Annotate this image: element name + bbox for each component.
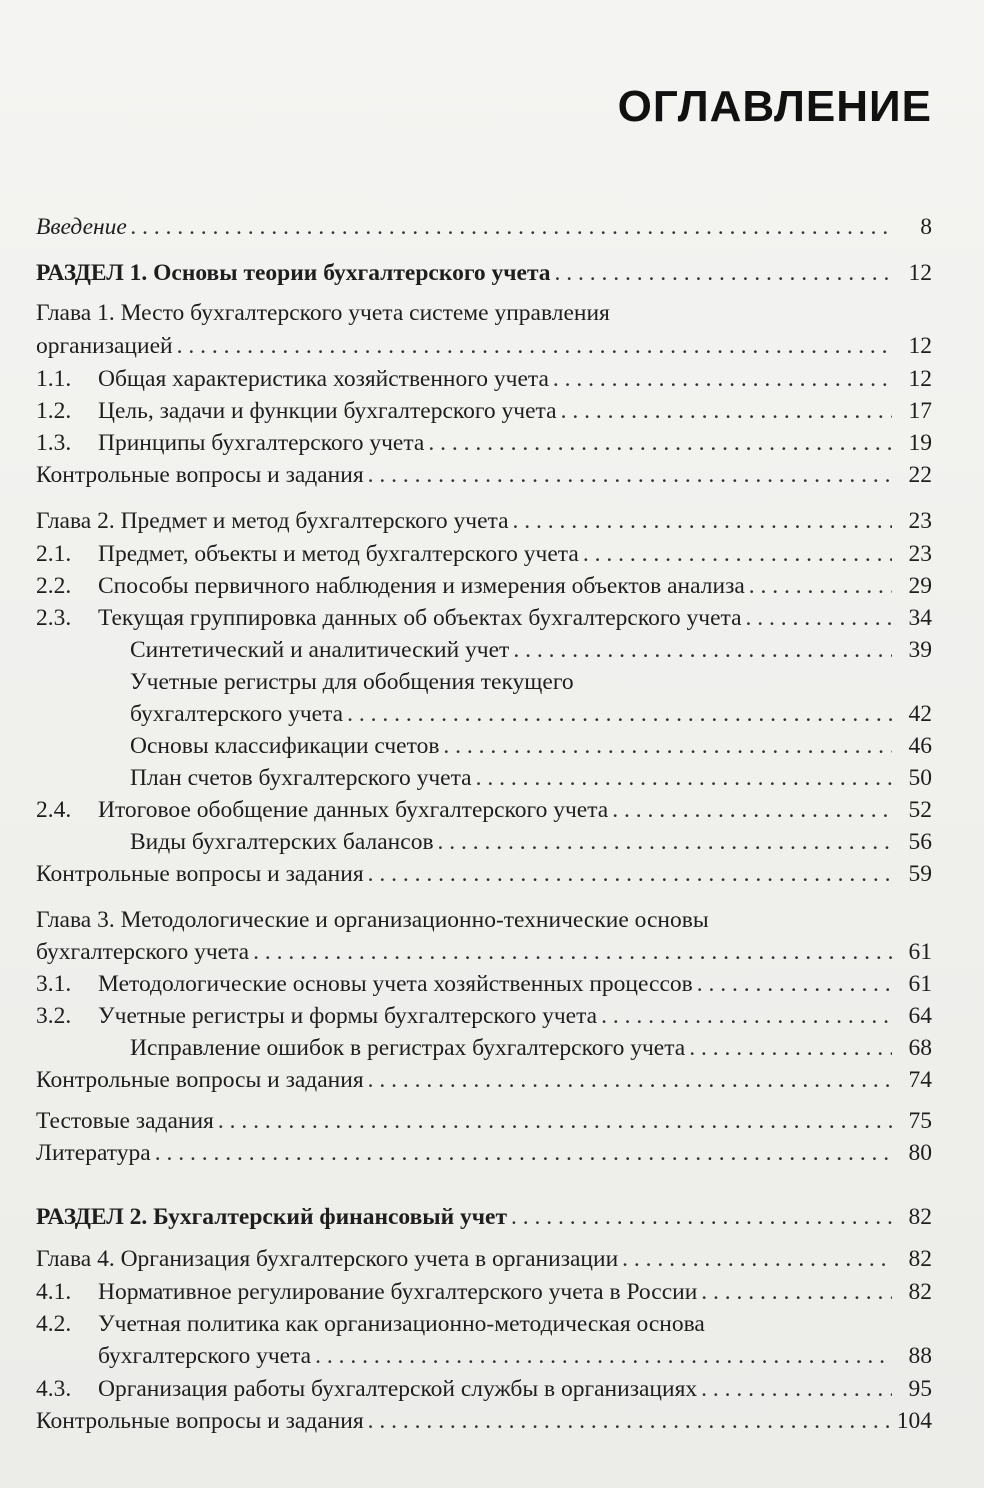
toc-entry-3-1: 3.1. Методологические основы учета хозяйственных процессов . . . 61 [36, 967, 932, 1001]
toc-chapter-1-line1: Глава 1. Место бухгалтерского учета системе управления [36, 300, 610, 326]
toc-entry-2-3: 2.3. Текущая группировка данных об объектах бухгалтерского учета . . . 34 [36, 601, 932, 635]
toc-tests: Тестовые задания . . . 75 [36, 1104, 932, 1138]
toc-questions-2: Контрольные вопросы и задания . . . 59 [36, 857, 932, 891]
toc-subentry-2-3-b: бухгалтерского учета . . . 42 [36, 697, 932, 731]
toc-subentry-2-4-a: Виды бухгалтерских балансов . . . 56 [36, 825, 932, 859]
dot-leader [513, 504, 892, 538]
dot-leader [612, 793, 892, 827]
dot-leader [749, 569, 892, 603]
toc-entry-1-2: 1.2. Цель, задачи и функции бухгалтерского учета . . . 17 [36, 394, 932, 428]
toc-chapter-4: Глава 4. Организация бухгалтерского учета в организации . . . 82 [36, 1242, 932, 1276]
dot-leader [368, 1063, 892, 1097]
dot-leader [561, 394, 892, 428]
toc-entry-1-3: 1.3. Принципы бухгалтерского учета . . . 19 [36, 426, 932, 460]
toc-literature: Литература . . . 80 [36, 1136, 932, 1170]
dot-leader [368, 1404, 892, 1438]
toc-chapter-2: Глава 2. Предмет и метод бухгалтерского учета . . . 23 [36, 504, 932, 538]
dot-leader [368, 458, 892, 492]
dot-leader [746, 601, 893, 635]
dot-leader [555, 256, 892, 290]
toc-chapter-3-line1: Глава 3. Методологические и организационно-технические основы [36, 907, 709, 933]
toc-entry-2-1: 2.1. Предмет, объекты и метод бухгалтерского учета . . . 23 [36, 537, 932, 571]
toc-chapter-3: бухгалтерского учета . . . 61 [36, 935, 932, 969]
toc-entry-4-1: 4.1. Нормативное регулирование бухгалтерского учета в России . . . 82 [36, 1275, 932, 1309]
dot-leader [689, 1031, 892, 1065]
toc-subentry-2-3-c: Основы классификации счетов . . . 46 [36, 729, 932, 763]
dot-leader [583, 537, 892, 571]
toc-subentry-2-3-d: План счетов бухгалтерского учета . . . 50 [36, 761, 932, 795]
toc-entry-1-1: 1.1. Общая характеристика хозяйственного учета . . . 12 [36, 362, 932, 396]
toc-entry-2-4: 2.4. Итоговое обобщение данных бухгалтерского учета . . . 52 [36, 793, 932, 827]
toc-subentry-2-3-b-line1: Учетные регистры для обобщения текущего [130, 669, 574, 695]
toc-questions-1: Контрольные вопросы и задания . . . 22 [36, 458, 932, 492]
dot-leader [511, 1200, 892, 1234]
dot-leader [622, 1242, 892, 1276]
dot-leader [476, 761, 892, 795]
toc-subentry-3-2-a: Исправление ошибок в регистрах бухгалтерского учета . . . 68 [36, 1031, 932, 1065]
dot-leader [513, 633, 892, 667]
dot-leader [601, 999, 892, 1033]
toc-entry-4-2: бухгалтерского учета . . . 88 [98, 1339, 932, 1373]
toc-entry-intro: Введение . . . 8 [36, 210, 932, 244]
dot-leader [368, 857, 892, 891]
dot-leader [218, 1104, 892, 1138]
dot-leader [443, 729, 892, 763]
dot-leader [438, 825, 892, 859]
dot-leader [701, 1372, 892, 1406]
toc-entry-4-2-line1: 4.2. Учетная политика как организационно-методическая основа [36, 1311, 705, 1337]
toc-entry-2-2: 2.2. Способы первичного наблюдения и измерения объектов анализа . . . 29 [36, 569, 932, 603]
dot-leader [177, 329, 892, 363]
toc-chapter-1: организацией . . . 12 [36, 329, 932, 363]
toc-questions-3: Контрольные вопросы и задания . . . 74 [36, 1063, 932, 1097]
dot-leader [347, 697, 892, 731]
dot-leader [701, 1275, 892, 1309]
dot-leader [155, 1136, 892, 1170]
toc-entry-3-2: 3.2. Учетные регистры и формы бухгалтерского учета . . . 64 [36, 999, 932, 1033]
dot-leader [131, 210, 892, 244]
dot-leader [315, 1339, 892, 1373]
toc-subentry-2-3-a: Синтетический и аналитический учет . . . 39 [36, 633, 932, 667]
dot-leader [253, 935, 892, 969]
toc-section-2: РАЗДЕЛ 2. Бухгалтерский финансовый учет . . . 82 [36, 1200, 932, 1234]
dot-leader [697, 967, 892, 1001]
page-title: ОГЛАВЛЕНИЕ [617, 82, 932, 131]
dot-leader [428, 426, 892, 460]
dot-leader [553, 362, 892, 396]
toc-questions-4: Контрольные вопросы и задания . . . 104 [36, 1404, 932, 1438]
toc-entry-4-3: 4.3. Организация работы бухгалтерской службы в организациях . . . 95 [36, 1372, 932, 1406]
toc-section-1: РАЗДЕЛ 1. Основы теории бухгалтерского учета . . . 12 [36, 256, 932, 290]
